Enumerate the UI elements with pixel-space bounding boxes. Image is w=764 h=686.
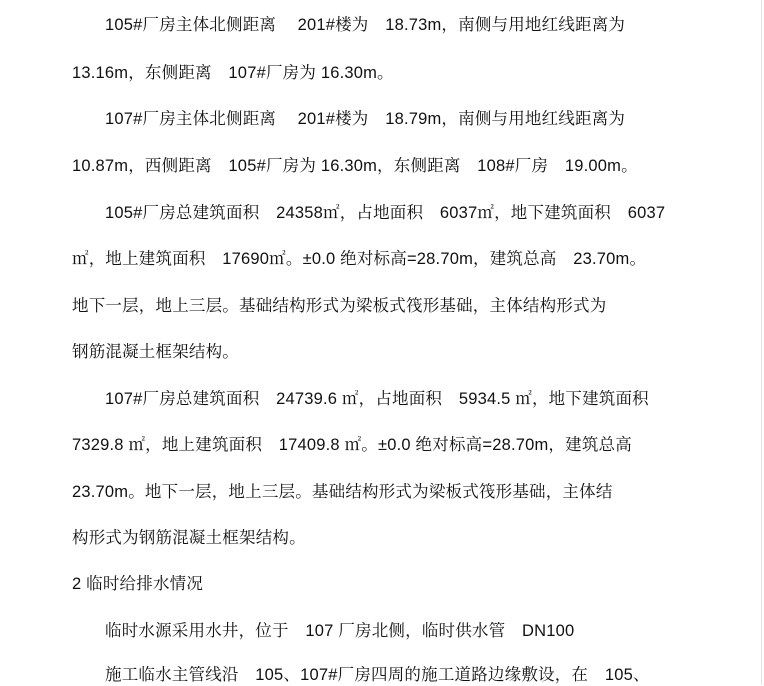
- paragraph-line-2: 13.16m，东侧距离 107#厂房为 16.30m。: [72, 64, 394, 82]
- paragraph-line-12: 构形式为钢筋混凝土框架结构。: [72, 529, 306, 547]
- paragraph-line-5: 105#厂房总建筑面积 24358㎡，占地面积 6037㎡，地下建筑面积 6037: [105, 204, 666, 222]
- page-edge-divider: [761, 0, 762, 685]
- paragraph-line-10: 7329.8 ㎡，地上建筑面积 17409.8 ㎡。±0.0 绝对标高=28.70m，建筑总高: [72, 436, 632, 454]
- paragraph-line-14: 施工临水主管线沿 105、107#厂房四周的施工道路边缘敷设，在 105、: [105, 666, 650, 684]
- paragraph-line-11: 23.70m。地下一层，地上三层。基础结构形式为梁板式筏形基础，主体结: [72, 483, 613, 501]
- paragraph-line-4: 10.87m，西侧距离 105#厂房为 16.30m，东侧距离 108#厂房 19.00m。: [72, 157, 638, 175]
- paragraph-line-3: 107#厂房主体北侧距离 201#楼为 18.79m，南侧与用地红线距离为: [105, 110, 626, 128]
- paragraph-line-8: 钢筋混凝土框架结构。: [72, 343, 239, 361]
- section-heading: 2 临时给排水情况: [72, 575, 204, 593]
- paragraph-line-1: 105#厂房主体北侧距离 201#楼为 18.73m，南侧与用地红线距离为: [105, 16, 626, 34]
- paragraph-line-7: 地下一层，地上三层。基础结构形式为梁板式筏形基础，主体结构形式为: [72, 297, 607, 315]
- paragraph-line-6: ㎡，地上建筑面积 17690㎡。±0.0 绝对标高=28.70m，建筑总高 23.70m。: [72, 250, 647, 268]
- paragraph-line-13: 临时水源采用水井，位于 107 厂房北侧，临时供水管 DN100: [105, 622, 575, 640]
- paragraph-line-9: 107#厂房总建筑面积 24739.6 ㎡，占地面积 5934.5 ㎡，地下建筑面积: [105, 390, 649, 408]
